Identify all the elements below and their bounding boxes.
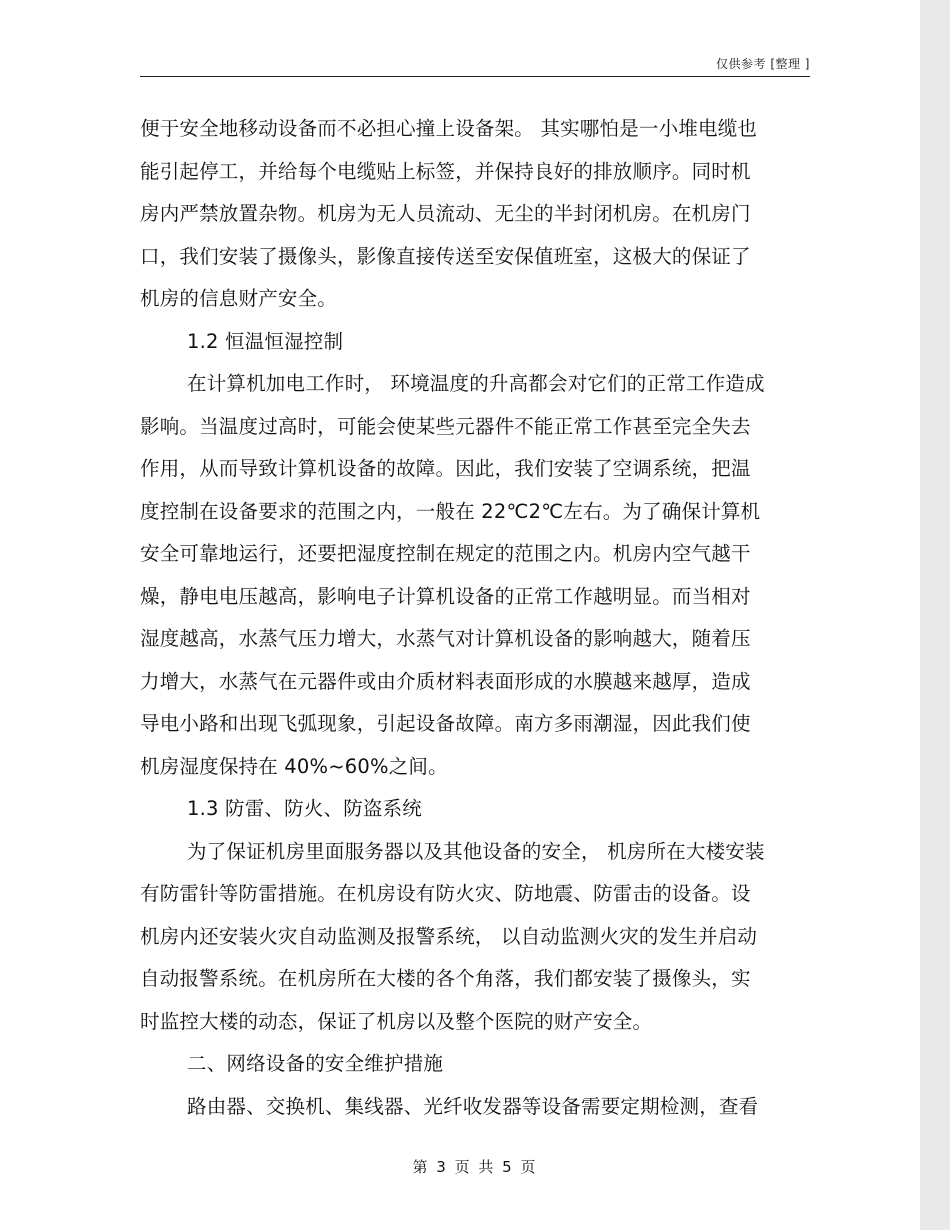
text-line: 导电小路和出现飞弧现象，引起设备故障。南方多雨潮湿，因此我们使 [140,712,751,735]
text-line: 口，我们安装了摄像头，影像直接传送至安保值班室，这极大的保证了 [140,244,751,268]
text-line: 力增大，水蒸气在元器件或由介质材料表面形成的水膜越来越厚，造成 [140,669,751,693]
text-line: 为了保证机房里面服务器以及其他设备的安全， 机房所在大楼安装 [187,839,765,863]
header-note: 仅供参考 [整理 ] [716,57,810,71]
text-line: 机房内还安装火灾自动监测及报警系统， 以自动监测火灾的发生并启动 [140,924,758,948]
text-line: 机房的信息财产安全。 [140,287,338,310]
text-line: 影响。当温度过高时，可能会使某些元器件不能正常工作甚至完全失去 [140,414,751,438]
footer-total-pages: 5 [502,1158,514,1176]
text-line: 安全可靠地运行，还要把湿度控制在规定的范围之内。机房内空气越干 [140,542,751,565]
text-line: 便于安全地移动设备而不必担心撞上设备架。 其实哪怕是一小堆电缆也 [140,117,758,140]
body-text [140,108,810,1128]
text-line: 房内严禁放置杂物。机房为无人员流动、无尘的半封闭机房。在机房门 [140,202,751,225]
text-line: 1.2 恒温恒湿控制 [187,329,344,353]
text-line: 1.3 防雷、防火、防盗系统 [187,797,423,820]
text-line: 在计算机加电工作时， 环境温度的升高都会对它们的正常工作造成 [187,372,765,395]
footer-current-page: 3 [436,1158,448,1176]
text-line: 机房湿度保持在 40%~60%之间。 [140,754,448,778]
text-line: 路由器、交换机、集线器、光纤收发器等设备需要定期检测，查看 [187,1094,759,1118]
text-line: 湿度越高，水蒸气压力增大，水蒸气对计算机设备的影响越大，随着压 [140,627,751,650]
text-line: 度控制在设备要求的范围之内，一般在 22℃2℃左右。为了确保计算机 [140,499,761,523]
header-rule [140,76,810,77]
page-edge [920,0,950,1230]
text-line: 有防雷针等防雷措施。在机房设有防火灾、防地震、防雷击的设备。设 [140,882,751,905]
text-line: 作用，从而导致计算机设备的故障。因此，我们安装了空调系统，把温 [140,457,751,480]
footer-mid: 页 共 [454,1158,496,1176]
text-line: 能引起停工，并给每个电缆贴上标签，并保持良好的排放顺序。同时机 [140,159,751,183]
text-line: 燥，静电电压越高，影响电子计算机设备的正常工作越明显。而当相对 [140,584,751,608]
page-footer [0,1156,950,1177]
text-line: 时监控大楼的动态，保证了机房以及整个医院的财产安全。 [140,1009,653,1033]
text-line: 二、网络设备的安全维护措施 [187,1052,444,1075]
footer-suffix: 页 [520,1158,538,1176]
footer-prefix: 第 [412,1158,430,1176]
text-line: 自动报警系统。在机房所在大楼的各个角落，我们都安装了摄像头，实 [140,967,751,990]
